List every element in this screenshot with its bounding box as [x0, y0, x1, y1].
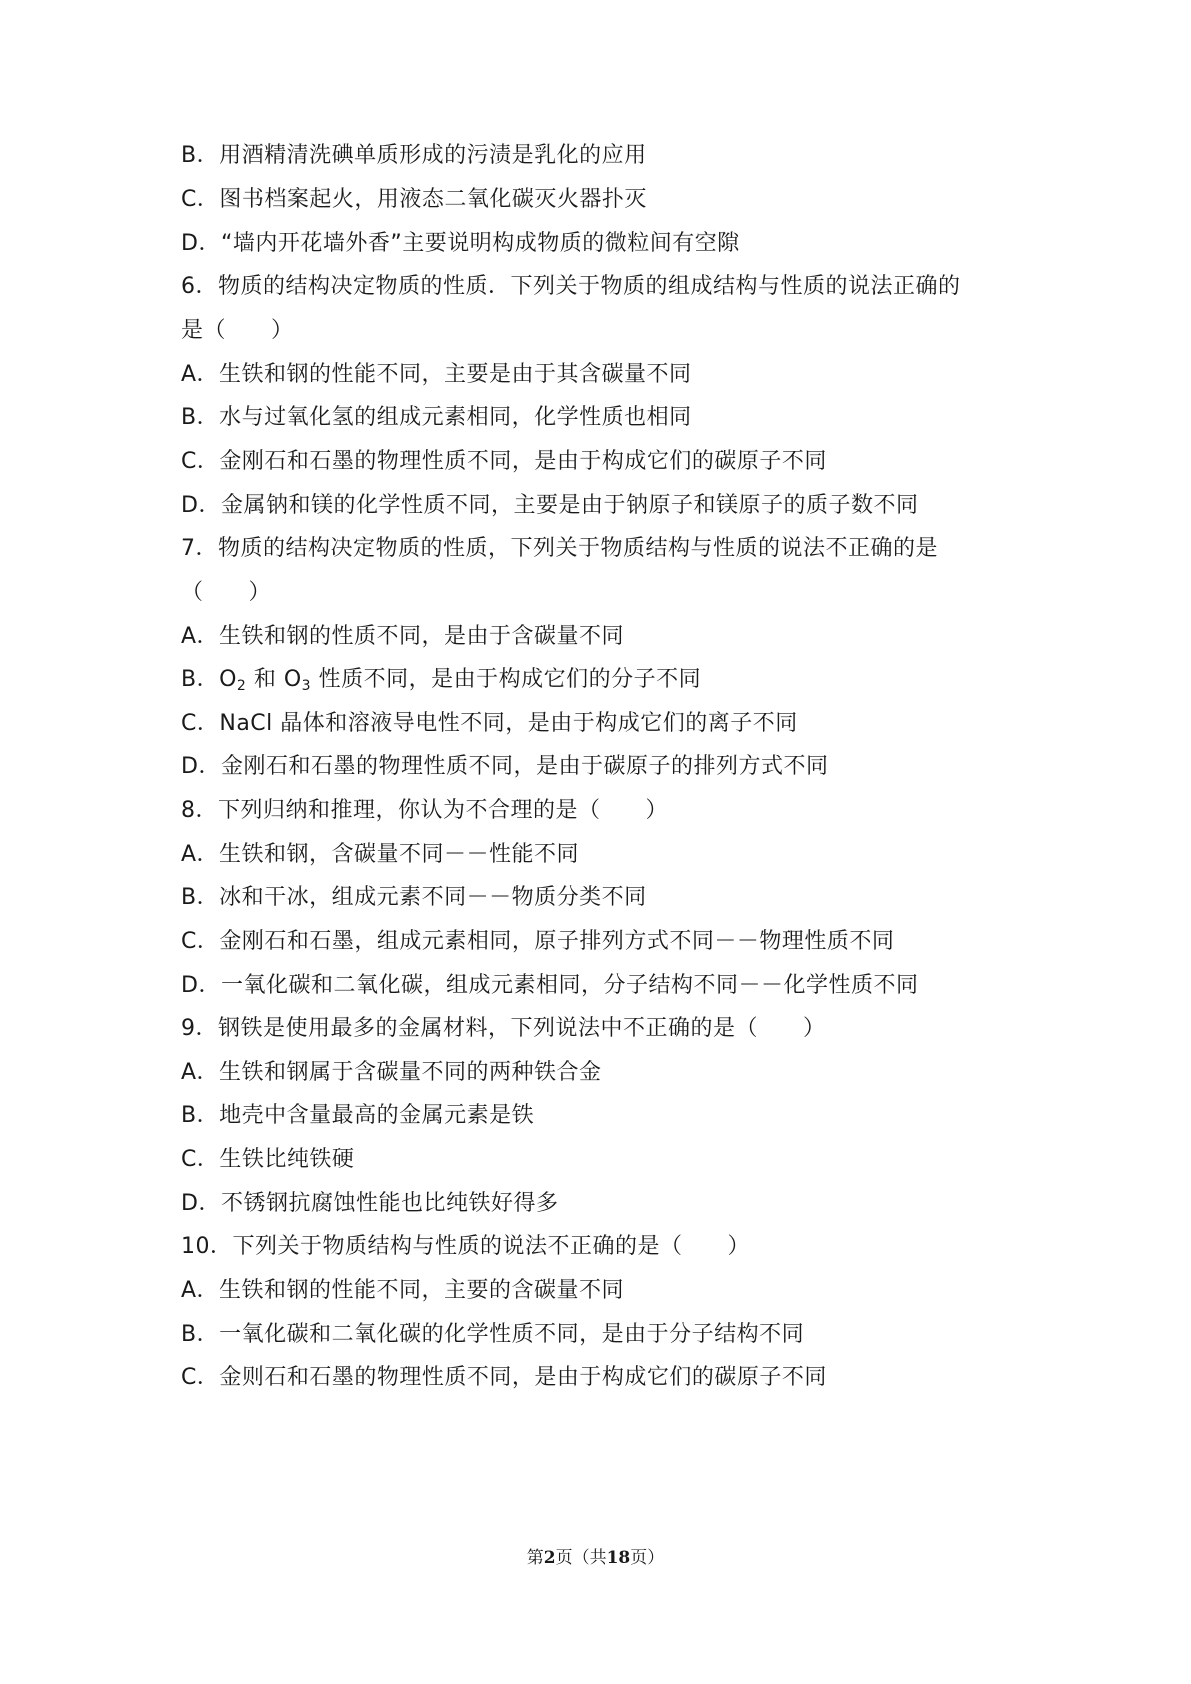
option-line: D．不锈钢抗腐蚀性能也比纯铁好得多: [181, 1191, 559, 1216]
question-line: （ ）: [181, 580, 272, 605]
option-line: C．金则石和石墨的物理性质不同，是由于构成它们的碳原子不同: [181, 1365, 827, 1390]
option-text: 和 O: [246, 667, 302, 692]
option-line: A．生铁和钢的性质不同，是由于含碳量不同: [181, 624, 625, 649]
option-line: B．冰和干冰，组成元素不同－－物质分类不同: [181, 885, 647, 910]
option-line: C．生铁比纯铁硬: [181, 1147, 355, 1172]
option-line: C．NaCl 晶体和溶液导电性不同，是由于构成它们的离子不同: [181, 711, 798, 736]
option-line: C．金刚石和石墨，组成元素相同，原子排列方式不同－－物理性质不同: [181, 929, 895, 954]
question-line: 9．钢铁是使用最多的金属材料，下列说法中不正确的是（ ）: [181, 1016, 826, 1041]
option-line: D．“墙内开花墙外香”主要说明构成物质的微粒间有空隙: [181, 231, 740, 256]
option-line: [181, 665, 701, 695]
option-line: C．图书档案起火，用液态二氧化碳灭火器扑灭: [181, 187, 647, 212]
subscript: 3: [301, 678, 312, 694]
page-footer: [0, 1546, 1191, 1570]
option-line: D．金刚石和石墨的物理性质不同，是由于碳原子的排列方式不同: [181, 754, 829, 779]
option-line: A．生铁和钢的性能不同，主要的含碳量不同: [181, 1278, 625, 1303]
option-line: D．金属钠和镁的化学性质不同，主要是由于钠原子和镁原子的质子数不同: [181, 493, 919, 518]
option-line: C．金刚石和石墨的物理性质不同，是由于构成它们的碳原子不同: [181, 449, 827, 474]
question-line: 8．下列归纳和推理，你认为不合理的是（ ）: [181, 798, 668, 823]
option-line: B．一氧化碳和二氧化碳的化学性质不同，是由于分子结构不同: [181, 1322, 805, 1347]
option-line: A．生铁和钢属于含碳量不同的两种铁合金: [181, 1060, 602, 1085]
footer-prefix: 第: [526, 1548, 544, 1568]
option-line: A．生铁和钢，含碳量不同－－性能不同: [181, 842, 580, 867]
option-text: 性质不同，是由于构成它们的分子不同: [311, 667, 702, 692]
option-line: B．水与过氧化氢的组成元素相同，化学性质也相同: [181, 405, 692, 430]
question-line: 是（ ）: [181, 318, 294, 343]
question-line: 7．物质的结构决定物质的性质，下列关于物质结构与性质的说法不正确的是: [181, 536, 938, 561]
question-line: 6．物质的结构决定物质的性质．下列关于物质的组成结构与性质的说法正确的: [181, 274, 961, 299]
option-line: B．用酒精清洗碘单质形成的污渍是乳化的应用: [181, 143, 647, 168]
option-line: A．生铁和钢的性能不同，主要是由于其含碳量不同: [181, 362, 692, 387]
option-text: B．O: [181, 667, 237, 692]
option-line: D．一氧化碳和二氧化碳，组成元素相同，分子结构不同－－化学性质不同: [181, 973, 919, 998]
page-number: 2: [543, 1548, 556, 1568]
question-line: 10．下列关于物质结构与性质的说法不正确的是（ ）: [181, 1234, 750, 1259]
total-pages: 18: [606, 1548, 631, 1568]
footer-suffix: 页）: [630, 1548, 665, 1568]
option-line: B．地壳中含量最高的金属元素是铁: [181, 1103, 535, 1128]
subscript: 2: [236, 678, 247, 694]
footer-mid: 页（共: [555, 1548, 607, 1568]
